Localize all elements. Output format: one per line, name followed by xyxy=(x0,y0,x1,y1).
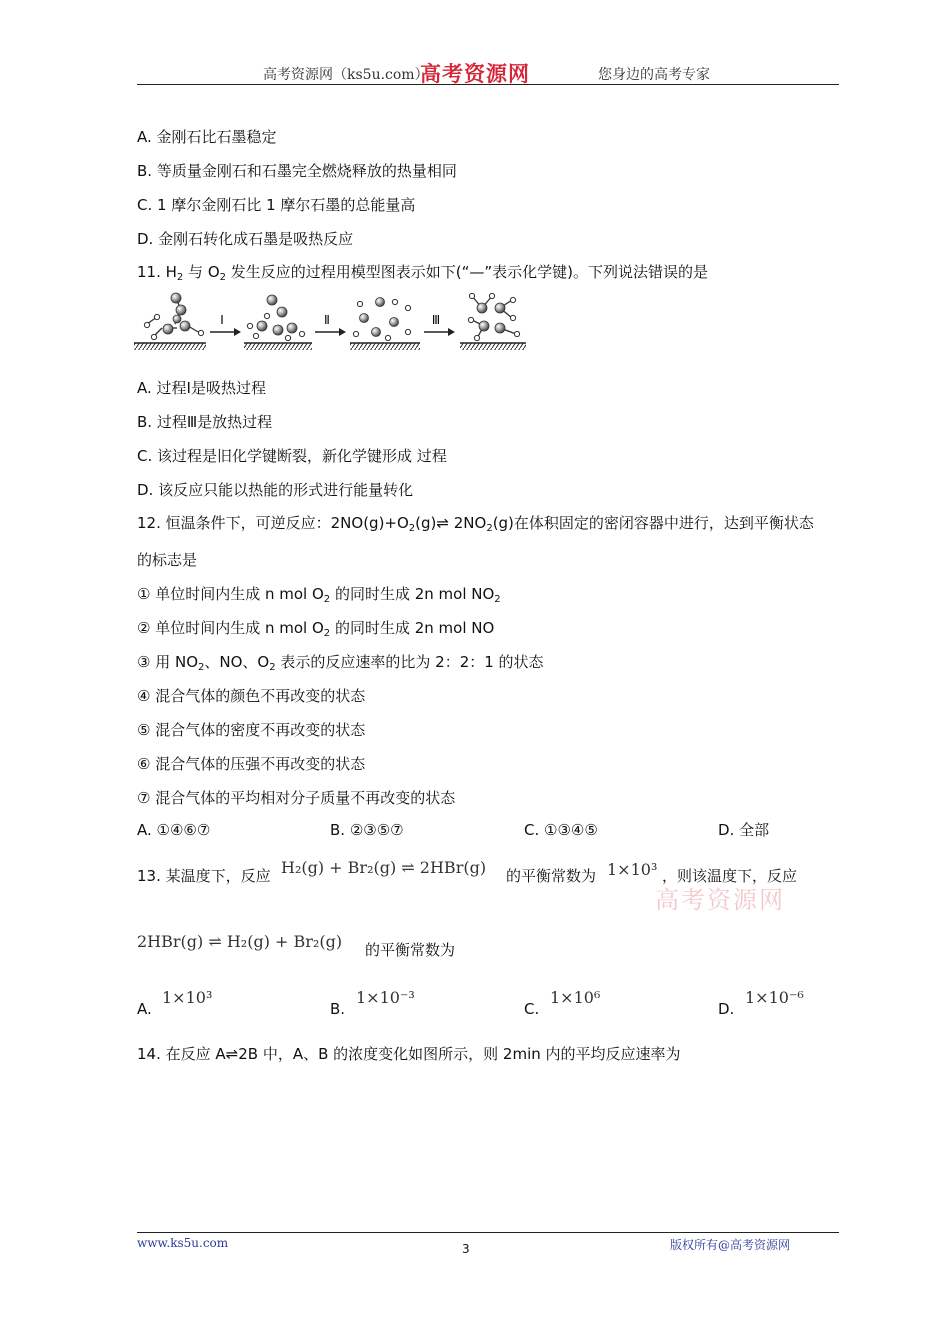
q13-option-b-label: B. xyxy=(330,1000,346,1018)
header-left: 高考资源网（ks5u.com） xyxy=(263,67,429,83)
q12-statement-1: ① 单位时间内生成 n mol $O_2$ 的同时生成 2n mol $NO_2$ xyxy=(137,585,501,605)
footer-website-link[interactable]: www.ks5u.com xyxy=(137,1236,229,1250)
q13-option-c-label: C. xyxy=(524,1000,540,1018)
q10-option-c: C. 1 摩尔金刚石比 1 摩尔石墨的总能量高 xyxy=(137,196,416,214)
watermark: 高考资源网 xyxy=(655,886,785,914)
q10-option-b: B. 等质量金刚石和石墨完全燃烧释放的热量相同 xyxy=(137,162,457,180)
q13-option-d-label: D. xyxy=(718,1000,735,1018)
q10-option-a: A. 金刚石比石墨稳定 xyxy=(137,128,277,146)
q14-stem: 14. 在反应 A⇌2B 中，A、B 的浓度变化如图所示，则 2min 内的平均反应速率为 xyxy=(137,1045,681,1063)
q13-option-b-value: 1×10⁻³ xyxy=(356,988,415,1007)
q11-option-c: C. 该过程是旧化学键断裂，新化学键形成 过程 xyxy=(137,447,447,465)
reaction-model-diagram xyxy=(132,288,532,356)
q13-stem-prefix: 13. 某温度下，反应 xyxy=(137,867,271,885)
q13-stem-mid: 的平衡常数为 xyxy=(506,867,597,885)
q12-statement-6: ⑥ 混合气体的压强不再改变的状态 xyxy=(137,755,366,773)
q13-option-a-label: A. xyxy=(137,1000,152,1018)
q11-stem: 11. $H_2$ 与 $O_2$ 发生反应的过程用模型图表示如下(“—”表示化学键)。下列说法错误的是 xyxy=(137,263,709,283)
q12-option-a: A. ①④⑥⑦ xyxy=(137,821,211,839)
q11-option-d: D. 该反应只能以热能的形式进行能量转化 xyxy=(137,481,414,499)
q12-statement-2: ② 单位时间内生成 n mol $O_2$ 的同时生成 2n mol NO xyxy=(137,619,495,639)
header-right: 您身边的高考专家 xyxy=(598,67,710,83)
q12-option-d: D. 全部 xyxy=(718,821,770,839)
q11-option-b: B. 过程Ⅲ是放热过程 xyxy=(137,413,273,431)
q12-statement-3: ③ 用 $NO_2$、NO、$O_2$ 表示的反应速率的比为 2：2：1 的状态 xyxy=(137,653,544,673)
page-number: 3 xyxy=(462,1242,470,1256)
q12-option-c: C. ①③④⑤ xyxy=(524,821,598,839)
q12-statement-4: ④ 混合气体的颜色不再改变的状态 xyxy=(137,687,366,705)
q13-equation-forward: H₂(g) + Br₂(g) ⇌ 2HBr(g) xyxy=(281,858,487,877)
q13-option-c-value: 1×10⁶ xyxy=(550,988,601,1007)
q12-stem-line1: 12. 恒温条件下，可逆反应：$2NO(g)+O_2(g)\rightleftharpoons$ $2NO_2(g)$在体积固定的密闭容器中进行，达到平衡状态 xyxy=(137,514,814,534)
q12-stem-line2: 的标志是 xyxy=(137,551,198,569)
q13-option-d-value: 1×10⁻⁶ xyxy=(745,988,804,1007)
q12-statement-5: ⑤ 混合气体的密度不再改变的状态 xyxy=(137,721,366,739)
q12-option-b: B. ②③⑤⑦ xyxy=(330,821,404,839)
footer-rule xyxy=(137,1232,839,1233)
q13-stem-post: ，则该温度下，反应 xyxy=(662,867,798,885)
q12-statement-7: ⑦ 混合气体的平均相对分子质量不再改变的状态 xyxy=(137,789,456,807)
header-rule xyxy=(137,84,839,85)
step-label-2: Ⅱ xyxy=(324,313,330,327)
header-logo: 高考资源网 xyxy=(420,61,530,86)
q11-option-a: A. 过程Ⅰ是吸热过程 xyxy=(137,379,266,397)
q13-option-a-value: 1×10³ xyxy=(162,988,213,1007)
q13-k-forward: 1×10³ xyxy=(607,860,658,879)
step-label-3: Ⅲ xyxy=(431,313,441,327)
step-label-1: Ⅰ xyxy=(220,313,224,327)
q10-option-d: D. 金刚石转化成石墨是吸热反应 xyxy=(137,230,354,248)
q13-equation-reverse: 2HBr(g) ⇌ H₂(g) + Br₂(g) xyxy=(137,932,343,951)
footer-copyright: 版权所有@高考资源网 xyxy=(670,1238,791,1252)
q13-stem-end: 的平衡常数为 xyxy=(365,941,456,959)
